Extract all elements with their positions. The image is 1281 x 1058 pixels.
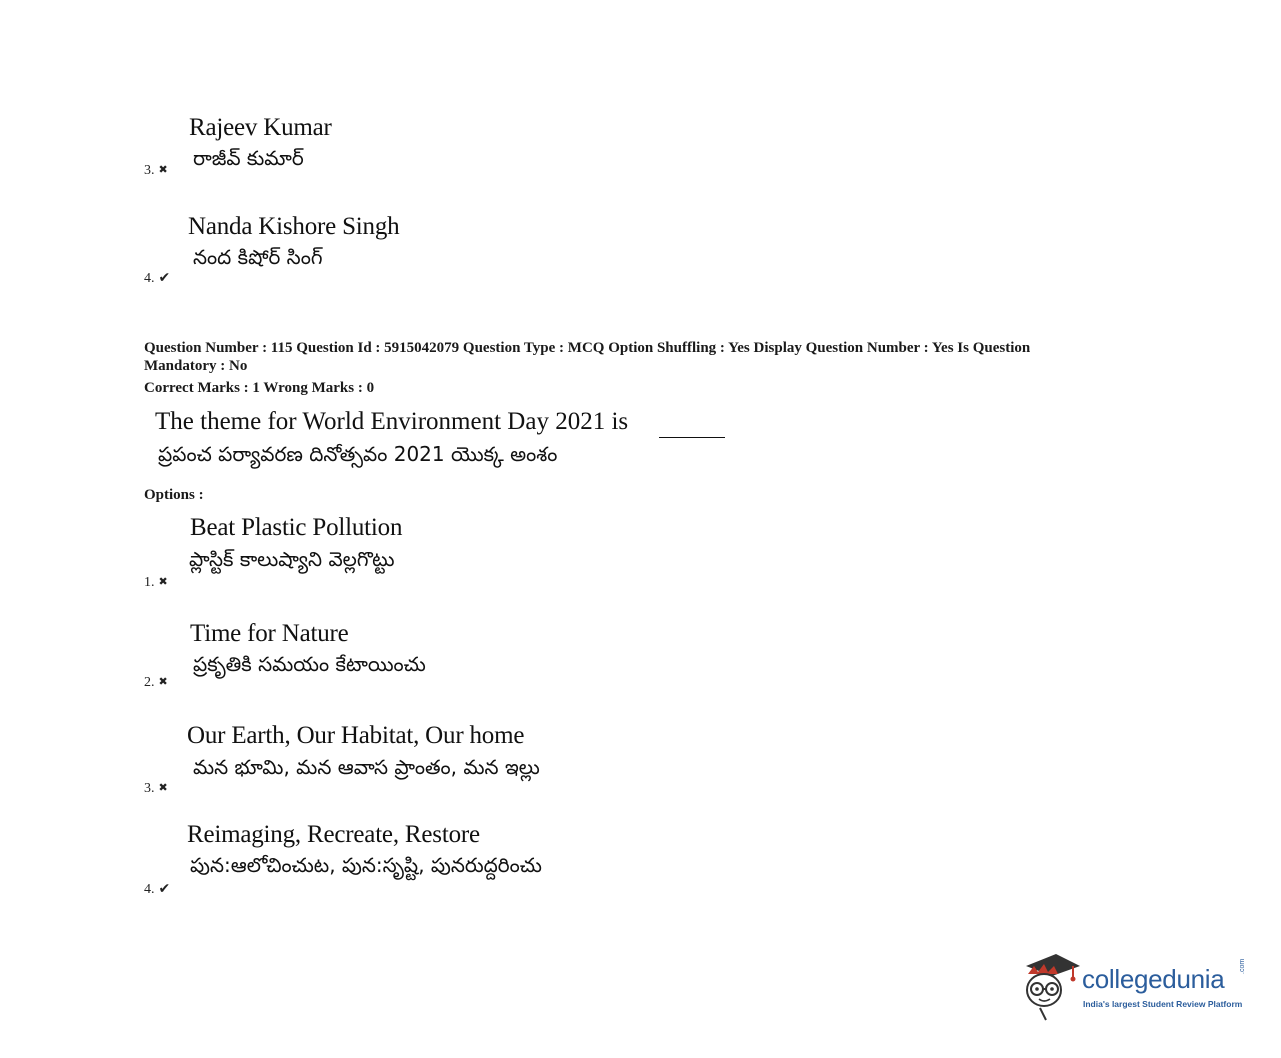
option-number: 4. ✔ (144, 881, 171, 897)
option-text-te: ప్లాస్టిక్ కాలుష్యాని వెల్లగొట్టు (189, 547, 395, 571)
option-number: 2. ✖ (144, 675, 168, 690)
option-text-en: Nanda Kishore Singh (188, 213, 400, 240)
question-meta-line: Question Number : 115 Question Id : 5915042079 Question Type : MCQ Option Shuffling : Yes Display Question Number : Yes Is Question (144, 340, 1031, 356)
logo-domain-suffix: .com (1239, 958, 1246, 974)
question-text-te: ప్రపంచ పర్యావరణ దినోత్సవం 2021 యొక్క అంశం (158, 442, 558, 466)
option-number: 3. ✖ (144, 781, 168, 796)
answer-blank-line (659, 437, 725, 438)
option-text-te: మన భూమి, మన ఆవాస ప్రాంతం, మన ఇల్లు (193, 755, 540, 779)
option-number: 4. ✔ (144, 270, 171, 286)
question-meta-mandatory: Mandatory : No (144, 358, 248, 374)
option-text-te: నంద కిషోర్ సింగ్ (193, 245, 323, 269)
option-number: 1. ✖ (144, 575, 168, 590)
option-text-en: Beat Plastic Pollution (190, 514, 403, 541)
option-text-en: Our Earth, Our Habitat, Our home (187, 722, 525, 749)
mascot-icon (1022, 952, 1082, 1022)
logo-tagline: India's largest Student Review Platform (1083, 999, 1243, 1009)
wrong-mark-icon: ✖ (158, 781, 168, 794)
option-number: 3. ✖ (144, 163, 168, 178)
option-text-en: Time for Nature (190, 620, 349, 647)
correct-check-icon: ✔ (158, 270, 171, 286)
collegedunia-logo (1022, 952, 1252, 1022)
logo-wordmark: collegedunia (1082, 964, 1225, 994)
question-text-en: The theme for World Environment Day 2021 is (155, 408, 629, 435)
option-text-en: Rajeev Kumar (189, 114, 332, 141)
wrong-mark-icon: ✖ (158, 575, 168, 588)
wrong-mark-icon: ✖ (158, 675, 168, 688)
wrong-mark-icon: ✖ (158, 163, 168, 176)
option-text-te: రాజీవ్ కుమార్ (193, 146, 304, 170)
question-marks: Correct Marks : 1 Wrong Marks : 0 (144, 380, 375, 396)
option-text-te: ప్రకృతికి సమయం కేటాయించు (193, 652, 426, 676)
correct-check-icon: ✔ (158, 881, 171, 897)
option-text-te: పున:ఆలోచించుట, పున:సృష్టి, పునరుద్దరించు (190, 853, 542, 877)
options-label: Options : (144, 487, 204, 503)
option-text-en: Reimaging, Recreate, Restore (187, 821, 480, 848)
